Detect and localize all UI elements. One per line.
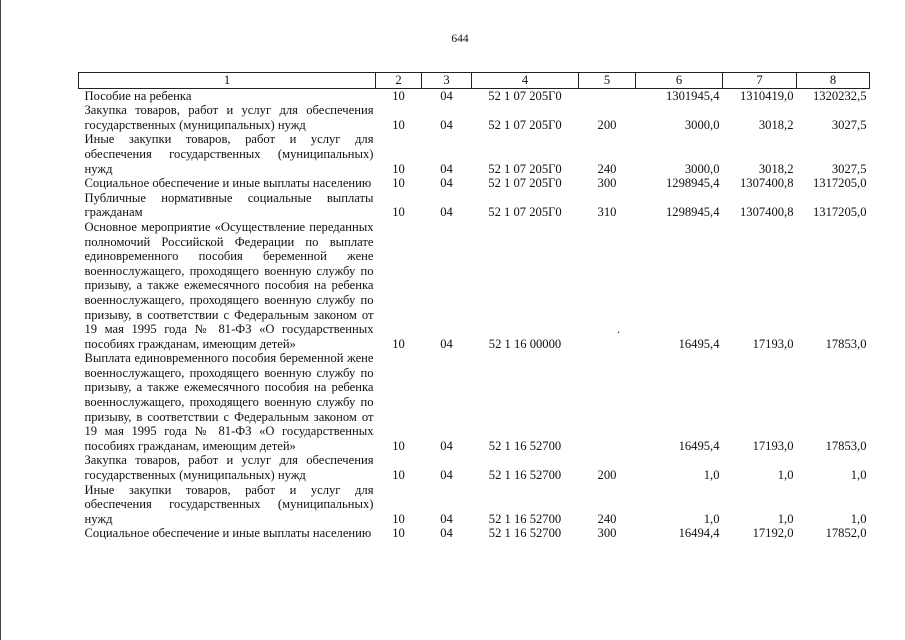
row-value-col7: 3018,2 [758, 117, 794, 132]
row-name: Основное мероприятие «Осуществление переданных полномочий Российской Федерации по выплате единовременного пособия беременной жене военнослужащего, проходящего военную службу по призыву, а также ежемесячного пособия на ребенка военнослужащего, проходящего военную службу по призыву, в соответствии с Федеральным законом от 19 мая 1995 года № 81-ФЗ «О государственных пособиях гражданам, имеющим детей» [84, 219, 374, 351]
row-subsection: 04 [440, 438, 453, 453]
row-name: Социальное обеспечение и иные выплаты населению [84, 526, 372, 541]
header-col-1: 1 [79, 73, 376, 89]
row-expense-type [579, 351, 636, 453]
table-row [79, 483, 870, 527]
row-section: 10 [392, 176, 405, 191]
table-row [79, 453, 870, 482]
header-col-2: 2 [376, 73, 422, 89]
row-value-col7: 1,0 [777, 468, 794, 483]
row-value-col8: 17853,0 [825, 336, 867, 351]
row-value-col6: 1,0 [703, 468, 720, 483]
budget-table [78, 72, 870, 541]
row-value-col8: 1,0 [850, 511, 867, 526]
table-row [79, 88, 870, 103]
row-subsection: 04 [440, 117, 453, 132]
row-subsection: 04 [440, 88, 453, 103]
row-value-col6: 16494,4 [678, 526, 720, 541]
row-section: 10 [392, 336, 405, 351]
row-name: Пособие на ребенка [84, 88, 192, 103]
row-subsection: 04 [440, 176, 453, 191]
header-col-6: 6 [636, 73, 723, 89]
stray-dot: . [617, 322, 620, 336]
row-subsection: 04 [440, 336, 453, 351]
row-expense-type [579, 220, 636, 351]
row-target-code: 52 1 07 205Г0 [488, 161, 562, 176]
row-target-code: 52 1 07 205Г0 [488, 88, 562, 103]
row-value-col8: 1317205,0 [812, 205, 867, 220]
row-name: Социальное обеспечение и иные выплаты населению [84, 176, 372, 191]
row-expense-type: 300 [597, 176, 617, 191]
page-number: 644 [451, 33, 469, 45]
row-subsection: 04 [440, 161, 453, 176]
table-header-row [79, 73, 870, 89]
row-subsection: 04 [440, 468, 453, 483]
row-subsection: 04 [440, 526, 453, 541]
row-value-col8: 17852,0 [825, 526, 867, 541]
row-value-col6: 16495,4 [678, 438, 720, 453]
row-value-col7: 1307400,8 [739, 205, 794, 220]
table-row [79, 103, 870, 132]
row-section: 10 [392, 468, 405, 483]
row-value-col8: 1320232,5 [812, 88, 867, 103]
row-expense-type: 310 [597, 205, 617, 220]
row-value-col8: 17853,0 [825, 438, 867, 453]
row-section: 10 [392, 117, 405, 132]
row-target-code: 52 1 07 205Г0 [488, 205, 562, 220]
row-expense-type: 200 [597, 468, 617, 483]
row-value-col7: 17193,0 [752, 336, 794, 351]
row-section: 10 [392, 511, 405, 526]
header-col-7: 7 [723, 73, 797, 89]
table-row [79, 191, 870, 220]
row-value-col7: 1,0 [777, 511, 794, 526]
row-expense-type: 240 [597, 511, 617, 526]
row-value-col8: 1,0 [850, 468, 867, 483]
row-value-col6: 1,0 [703, 511, 720, 526]
table-row [79, 132, 870, 176]
header-col-8: 8 [797, 73, 870, 89]
row-section: 10 [392, 88, 405, 103]
row-expense-type: 240 [597, 161, 617, 176]
row-name: Иные закупки товаров, работ и услуг для обеспечения государственных (муниципальных) нужд [84, 482, 374, 526]
row-target-code: 52 1 16 00000 [488, 336, 562, 351]
row-section: 10 [392, 438, 405, 453]
row-target-code: 52 1 16 52700 [488, 438, 562, 453]
row-value-col7: 1307400,8 [739, 176, 794, 191]
row-value-col6: 1298945,4 [665, 176, 720, 191]
row-value-col6: 3000,0 [684, 117, 720, 132]
row-value-col6: 1298945,4 [665, 205, 720, 220]
header-col-5: 5 [579, 73, 636, 89]
table-row [79, 176, 870, 191]
row-target-code: 52 1 07 205Г0 [488, 117, 562, 132]
row-section: 10 [392, 205, 405, 220]
row-name: Выплата единовременного пособия беременной жене военнослужащего, проходящего военную службу по призыву, а также ежемесячного пособия на ребенка военнослужащего, проходящего военную службу по призыву, в соответствии с Федеральным законом от 19 мая 1995 года № 81-ФЗ «О государственных пособиях гражданам, имеющим детей» [84, 351, 374, 453]
row-name: Публичные нормативные социальные выплаты гражданам [84, 190, 374, 220]
row-section: 10 [392, 526, 405, 541]
row-value-col7: 1310419,0 [739, 88, 794, 103]
row-value-col6: 16495,4 [678, 336, 720, 351]
row-value-col7: 17192,0 [752, 526, 794, 541]
row-value-col6: 3000,0 [684, 161, 720, 176]
row-name: Закупка товаров, работ и услуг для обеспечения государственных (муниципальных) нужд [84, 453, 374, 483]
row-value-col8: 3027,5 [831, 161, 867, 176]
row-target-code: 52 1 07 205Г0 [488, 176, 562, 191]
row-value-col8: 3027,5 [831, 117, 867, 132]
row-target-code: 52 1 16 52700 [488, 526, 562, 541]
header-col-4: 4 [472, 73, 579, 89]
row-value-col6: 1301945,4 [665, 88, 720, 103]
table-row [79, 351, 870, 453]
row-value-col8: 1317205,0 [812, 176, 867, 191]
row-name: Закупка товаров, работ и услуг для обеспечения государственных (муниципальных) нужд [84, 103, 374, 132]
row-target-code: 52 1 16 52700 [488, 468, 562, 483]
row-section: 10 [392, 161, 405, 176]
row-value-col7: 3018,2 [758, 161, 794, 176]
page-left-border [0, 0, 1, 640]
row-subsection: 04 [440, 511, 453, 526]
row-expense-type: 200 [597, 117, 617, 132]
row-expense-type: 300 [597, 526, 617, 541]
row-expense-type [579, 88, 636, 103]
header-col-3: 3 [422, 73, 472, 89]
row-value-col7: 17193,0 [752, 438, 794, 453]
row-subsection: 04 [440, 205, 453, 220]
row-name: Иные закупки товаров, работ и услуг для обеспечения государственных (муниципальных) нужд [84, 132, 374, 176]
row-target-code: 52 1 16 52700 [488, 511, 562, 526]
table-row [79, 526, 870, 541]
table-row [79, 220, 870, 351]
